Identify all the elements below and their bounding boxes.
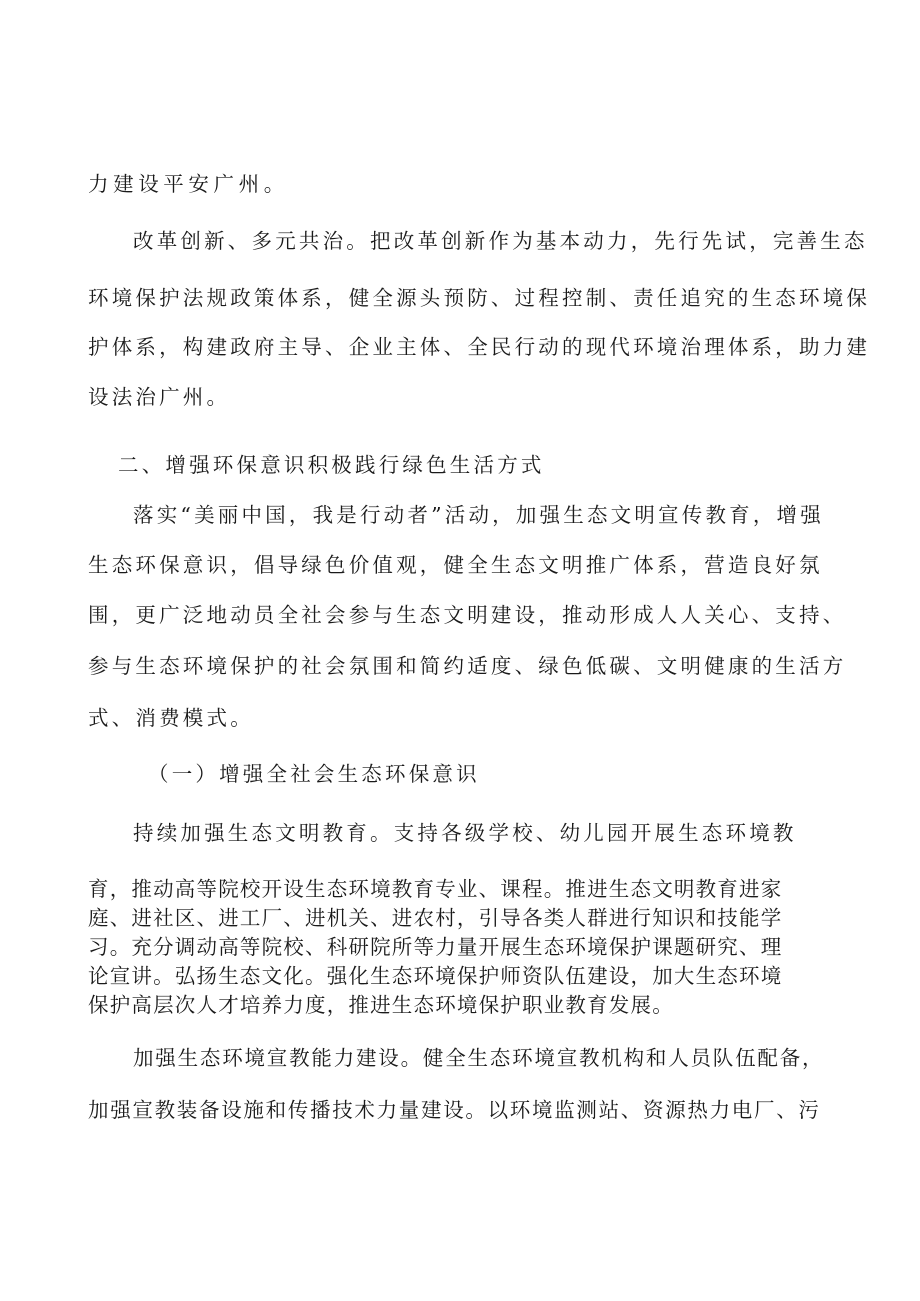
paragraph-line: 加强生态环境宣教能力建设。健全生态环境宣教机构和人员队伍配备， bbox=[133, 1046, 825, 1070]
paragraph-line: 围，更广泛地动员全社会参与生态文明建设，推动形成人人关心、支持、 bbox=[88, 603, 847, 627]
paragraph-line: 持续加强生态文明教育。支持各级学校、幼儿园开展生态环境教 bbox=[133, 821, 797, 845]
paragraph-line: 力建设平安广州。 bbox=[88, 172, 289, 196]
paragraph-line: 论宣讲。弘扬生态文化。强化生态环境保护师资队伍建设，加大生态环境 bbox=[88, 964, 783, 988]
paragraph-line: 护体系，构建政府主导、企业主体、全民行动的现代环境治理体系，助力建 bbox=[88, 335, 871, 359]
paragraph-line: 改革创新、多元共治。把改革创新作为基本动力，先行先试，完善生态 bbox=[133, 229, 868, 253]
paragraph-line: 设法治广州。 bbox=[88, 385, 231, 409]
paragraph-line: 式、消费模式。 bbox=[88, 706, 254, 730]
paragraph-line: 参与生态环境保护的社会氛围和简约适度、绿色低碳、文明健康的生活方 bbox=[88, 654, 847, 678]
paragraph-line: 环境保护法规政策体系，健全源头预防、过程控制、责任追究的生态环境保 bbox=[88, 286, 871, 310]
paragraph-line: 庭、进社区、进工厂、进机关、进农村，引导各类人群进行知识和技能学 bbox=[88, 906, 783, 930]
section-heading: 二、增强环保意识积极践行绿色生活方式 bbox=[118, 453, 545, 477]
paragraph-line: 加强宣教装备设施和传播技术力量建设。以环境监测站、资源热力电厂、污 bbox=[88, 1098, 821, 1122]
subsection-heading: （一）增强全社会生态环保意识 bbox=[148, 762, 480, 786]
paragraph-line: 落实“美丽中国，我是行动者”活动，加强生态文明宣传教育，增强 bbox=[133, 503, 824, 527]
paragraph-line: 育，推动高等院校开设生态环境教育专业、课程。推进生态文明教育进家 bbox=[88, 877, 783, 901]
paragraph-line: 生态环保意识，倡导绿色价值观，健全生态文明推广体系，营造良好氛 bbox=[88, 553, 823, 577]
paragraph-line: 习。充分调动高等院校、科研院所等力量开展生态环境保护课题研究、理 bbox=[88, 935, 783, 959]
paragraph-line: 保护高层次人才培养力度，推进生态环境保护职业教育发展。 bbox=[88, 993, 674, 1017]
